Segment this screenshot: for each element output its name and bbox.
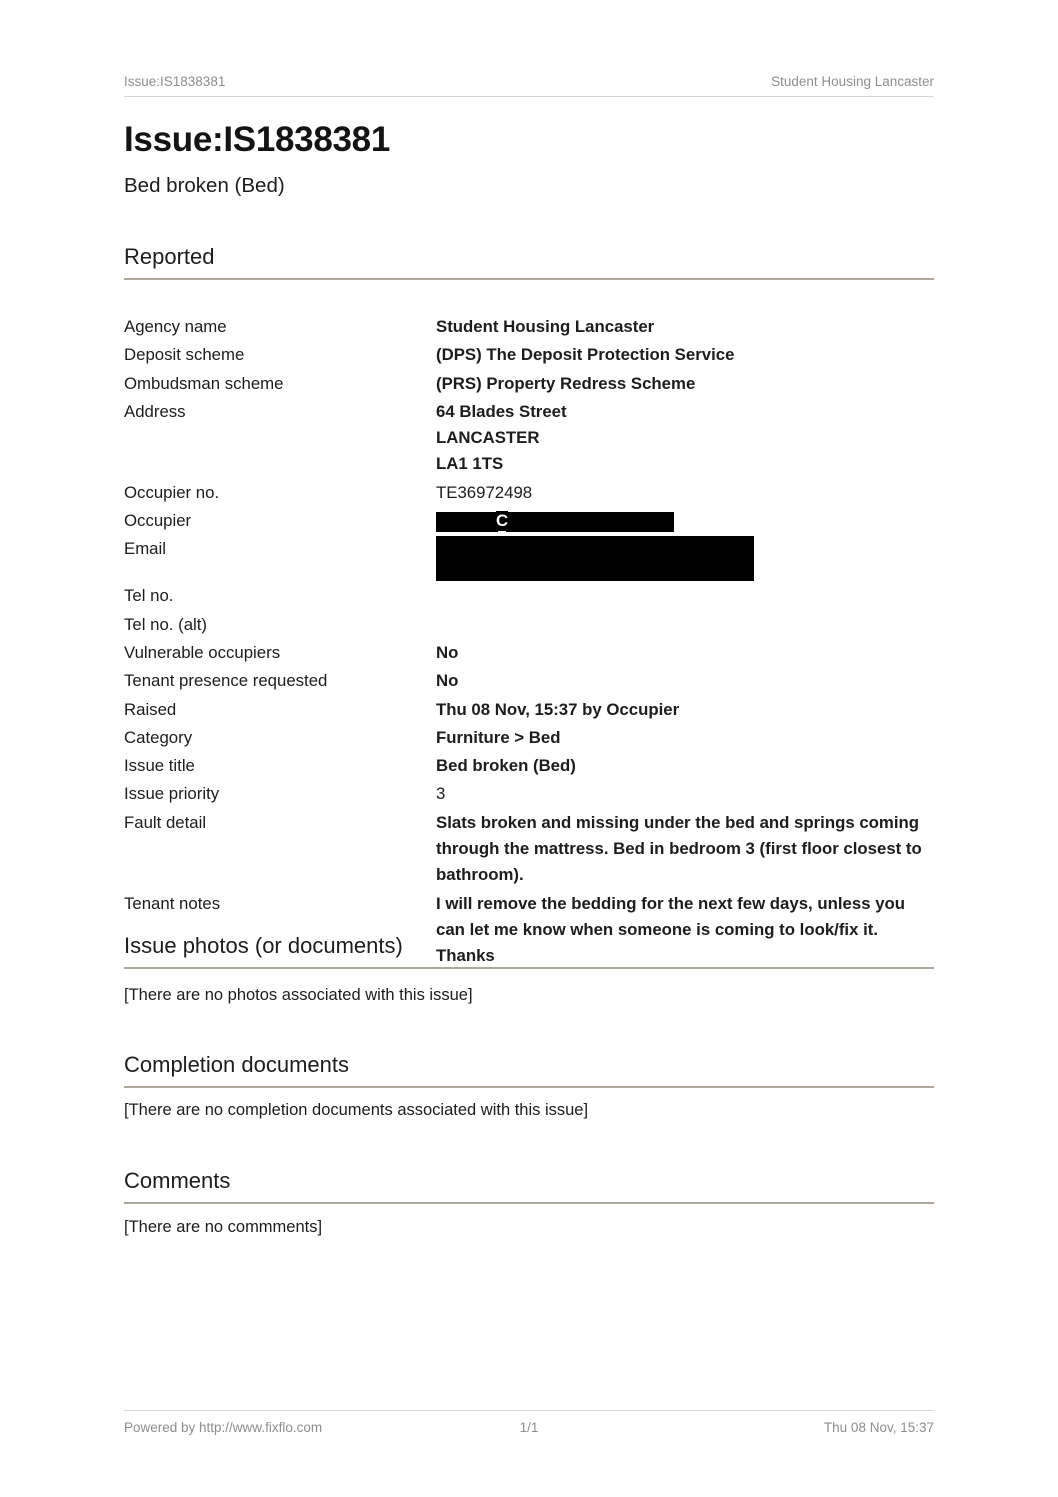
footer-page-number: 1/1 <box>519 1420 539 1435</box>
issue-priority-label: Issue priority <box>124 784 220 804</box>
table-row <box>124 640 934 668</box>
raised-value: Thu 08 Nov, 15:37 by Occupier <box>436 699 680 719</box>
footer-timestamp: Thu 08 Nov, 15:37 <box>823 1420 934 1435</box>
table-row <box>124 342 934 370</box>
table-row <box>124 810 934 891</box>
agency-name-value: Student Housing Lancaster <box>436 317 655 336</box>
address-line-3: LA1 1TS <box>436 454 504 474</box>
table-row <box>124 753 934 781</box>
raised-label: Raised <box>124 699 177 719</box>
section-heading-completion: Completion documents <box>124 1052 934 1088</box>
table-row <box>124 781 934 809</box>
ombudsman-scheme-value: (PRS) Property Redress Scheme <box>436 373 696 393</box>
fault-detail-label: Fault detail <box>124 812 207 832</box>
page-footer <box>124 1410 934 1435</box>
completion-empty-note: [There are no completion documents associated with this issue] <box>124 1101 589 1119</box>
category-label: Category <box>124 727 193 747</box>
reported-details-table <box>124 314 934 972</box>
agency-name-label: Agency name <box>124 317 227 336</box>
tenant-notes-label: Tenant notes <box>124 893 221 913</box>
table-row <box>124 508 934 536</box>
issue-title-label: Issue title <box>124 756 195 776</box>
occupier-no-value: TE36972498 <box>436 482 533 502</box>
issue-title-value: Bed broken (Bed) <box>436 756 576 776</box>
address-label: Address <box>124 401 186 421</box>
occupier-label: Occupier <box>124 511 192 531</box>
table-row <box>124 668 934 696</box>
table-row <box>124 536 934 583</box>
section-heading-photos: Issue photos (or documents) <box>124 933 934 969</box>
photos-empty-note: [There are no photos associated with this issue] <box>124 986 473 1004</box>
table-row <box>124 480 934 508</box>
running-header-left: Issue:IS1838381 <box>124 74 226 89</box>
deposit-scheme-label: Deposit scheme <box>124 345 245 365</box>
redaction-block <box>436 536 754 581</box>
comments-empty-note: [There are no commments] <box>124 1218 323 1236</box>
table-row <box>124 697 934 725</box>
email-value-redacted <box>436 536 934 583</box>
fault-detail-value: Slats broken and missing under the bed and springs coming through the mattress. Bed in bedroom 3 (first floor closest to bathroom). <box>436 812 922 885</box>
occupier-value <box>436 508 934 536</box>
table-row <box>124 583 934 611</box>
table-row <box>124 314 934 342</box>
redaction-bar <box>436 512 498 532</box>
address-value <box>436 399 934 480</box>
page-subtitle: Bed broken (Bed) <box>124 174 285 197</box>
vulnerable-occupiers-value: No <box>436 642 459 662</box>
tel-no-value-redacted <box>436 583 934 611</box>
section-heading-reported: Reported <box>124 244 934 280</box>
address-line-1: 64 Blades Street <box>436 401 567 421</box>
page-content <box>124 0 934 1497</box>
table-row <box>124 612 934 640</box>
tenant-presence-value: No <box>436 671 459 691</box>
email-label: Email <box>124 539 166 559</box>
tenant-presence-label: Tenant presence requested <box>124 671 328 691</box>
occupier-no-label: Occupier no. <box>124 482 220 502</box>
running-header <box>124 74 934 97</box>
section-heading-comments: Comments <box>124 1168 934 1204</box>
issue-priority-value: 3 <box>436 784 446 804</box>
deposit-scheme-value: (DPS) The Deposit Protection Service <box>436 345 735 365</box>
tel-no-alt-label: Tel no. (alt) <box>124 614 208 634</box>
page-title: Issue:IS1838381 <box>124 120 390 159</box>
category-value: Furniture > Bed <box>436 727 561 747</box>
footer-powered-by[interactable]: Powered by http://www.fixflo.com <box>124 1420 323 1435</box>
ombudsman-scheme-label: Ombudsman scheme <box>124 373 284 393</box>
tenant-notes-value: I will remove the bedding for the next few days, unless you can let me know when someone is coming to look/fix it. Thanks <box>436 893 906 966</box>
table-row <box>124 371 934 399</box>
address-line-2: LANCASTER <box>436 428 540 448</box>
occupier-initial: C <box>496 511 509 531</box>
table-row <box>124 725 934 753</box>
table-row <box>124 399 934 480</box>
vulnerable-occupiers-label: Vulnerable occupiers <box>124 642 281 662</box>
tel-no-label: Tel no. <box>124 586 174 606</box>
tel-no-alt-value <box>436 612 934 640</box>
redaction-bar <box>506 512 674 532</box>
running-header-right: Student Housing Lancaster <box>771 74 934 89</box>
